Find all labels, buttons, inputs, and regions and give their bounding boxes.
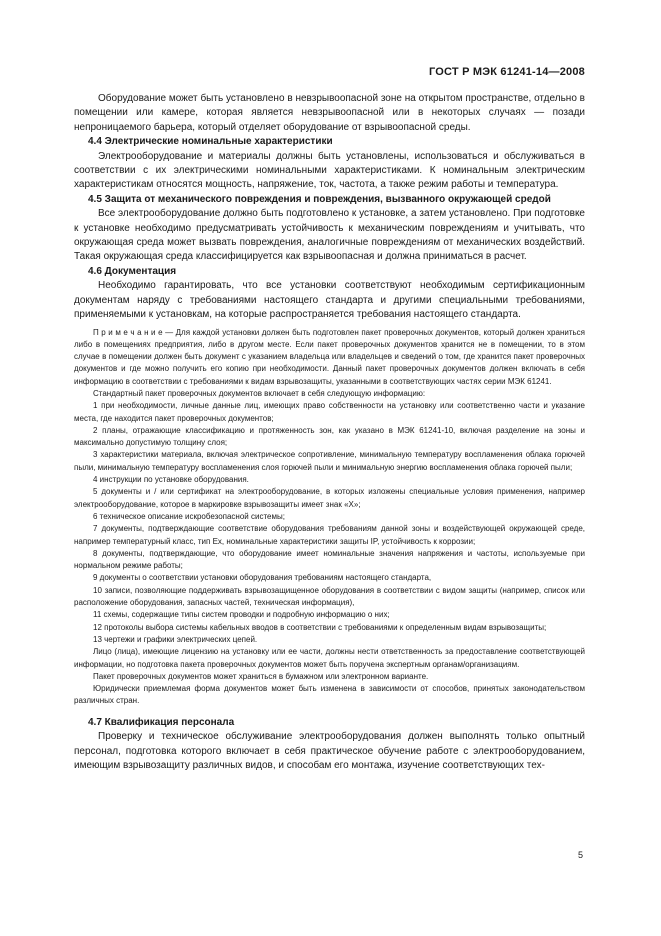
note-text: — Для каждой установки должен быть подготовлен пакет проверочных документов, который должен храниться либо в помещениях предприятия, либо в другом месте. Если пакет проверочных документов хранится не в помещении, то в этом случае в помещении должен быть документ с указанием владельца или владельцев и сведений о том, где хранится пакет проверочных документов и где можно получить его копию при необходимости. Данный пакет проверочных документов должен включать в себя информацию в соответствии с требованиями к видам взрывозащиты, указанными в соответствующих частях серии МЭК 61241.	[74, 327, 585, 386]
section-4-7-text: Проверку и техническое обслуживание электрооборудования должен выполнять только опытный персонал, подготовка которого включает в себя практическое обучение работе с электрооборудованием, имеющим взрывозащиту различных видов, и способам его монтажа, изучение соответствующих тех-	[74, 731, 585, 771]
list-item: 11 схемы, содержащие типы систем проводки и подробную информацию о них;	[93, 610, 390, 620]
list-item: 3 характеристики материала, включая электрическое сопротивление, минимальную температуру воспламенения облака горючей пыли, минимальную температуру воспламенения слоя горючей пыли и минимальную энергию воспламенения облака горючей пыли;	[74, 450, 585, 472]
section-4-5-text: Все электрооборудование должно быть подготовлено к установке, а затем установлено. При подготовке к установке необходимо предусматривать устойчивость к механическим повреждениям и учитывать, что окружающая среда может вызвать повреждения, аналогичные повреждениям от механических воздействий. Такая окружающая среда классифицируется как взрывоопасная и должна приниматься в расчет.	[74, 208, 585, 263]
list-item: 2 планы, отражающие классификацию и протяженность зон, как указано в МЭК 61241-10, включая разделение на зоны и максимально допустимую толщину слоя;	[74, 425, 585, 448]
note-paragraph	[74, 327, 585, 388]
package-intro: Стандартный пакет проверочных документов включает в себя следующую информацию:	[93, 388, 426, 398]
list-item: 8 документы, подтверждающие, что оборудование имеет номинальные значения напряжения и частоты, используемые при нормальном режиме работы;	[74, 548, 585, 571]
section-4-7-heading: 4.7 Квалификация персонала	[88, 716, 235, 728]
list-item: 1 при необходимости, личные данные лиц, имеющих право собственности на установку или соответственно части и указание места, где находится пакет проверочных документов;	[74, 401, 585, 423]
note-label: П р и м е ч а н и е	[93, 327, 163, 337]
list-item: 5 документы и / или сертификат на электрооборудование, в которых изложены специальные условия применения, например электрооборудование, которое в маркировке взрывозащиты имеет знак «X»;	[74, 487, 585, 509]
section-4-5-heading: 4.5 Защита от механического повреждения и повреждения, вызванного окружающей средой	[88, 193, 551, 205]
list-item: 6 техническое описание искробезопасной системы;	[93, 511, 285, 521]
page-content	[74, 92, 585, 773]
intro-paragraph: Оборудование может быть установлено в невзрывоопасной зоне на открытом пространстве, отдельно в помещении или камере, которая является невзрывоопасной или в некоторых случаях — позади непроницаемого барьера, который отделяет оборудование от взрывоопасной среды.	[74, 93, 585, 133]
section-4-6-text: Необходимо гарантировать, что все установки соответствуют необходимым сертификационным документам наряду с требованиями настоящего стандарта и другими специальными требованиями, применяемыми к установкам, на которые распространяется требования настоящего стандарта.	[74, 280, 585, 321]
storage-paragraph: Пакет проверочных документов может храниться в бумажном или электронном варианте.	[93, 671, 429, 681]
document-header: ГОСТ Р МЭК 61241-14—2008	[428, 66, 585, 78]
legal-form-paragraph: Юридически приемлемая форма документов может быть изменена в зависимости от способов, принятых законодательством различных стран.	[74, 684, 585, 706]
list-item: 13 чертежи и графики электрических цепей.	[93, 634, 258, 644]
list-item: 7 документы, подтверждающие соответствие оборудования требованиям данной зоны и воздействующей окружающей среде, например температурный класс, тип Ex, номинальные характеристики защиты IP, устойчивость к коррозии;	[74, 524, 585, 546]
licensed-persons-paragraph: Лицо (лица), имеющие лицензию на установку или ее части, должны нести ответственность за предоставление соответствующей информации, но подготовка пакета проверочных документов может быть поручена экспертным органам/организациям.	[74, 647, 585, 669]
section-4-4-text: Электрооборудование и материалы должны быть установлены, использоваться и обслуживаться в соответствии с их электрическими номинальными характеристиками. К номинальным электрическим характеристикам относятся мощность, напряжение, ток, частота, а также режим работы и температура.	[74, 150, 585, 191]
page-number: 5	[577, 850, 583, 860]
list-item: 4 инструкции по установке оборудования.	[93, 475, 249, 485]
section-4-4-heading: 4.4 Электрические номинальные характеристики	[88, 136, 333, 148]
list-item: 10 записи, позволяющие поддерживать взрывозащищенное оборудования в соответствии с видом защиты (например, список или расположение оборудования, запасных частей, техническая информация),	[74, 585, 585, 608]
list-item: 12 протоколы выбора системы кабельных вводов в соответствии с требованиями к определенным видам взрывозащиты;	[93, 622, 547, 632]
list-item: 9 документы о соответствии установки оборудования требованиям настоящего стандарта,	[93, 573, 432, 583]
section-4-6-heading: 4.6 Документация	[88, 265, 177, 277]
